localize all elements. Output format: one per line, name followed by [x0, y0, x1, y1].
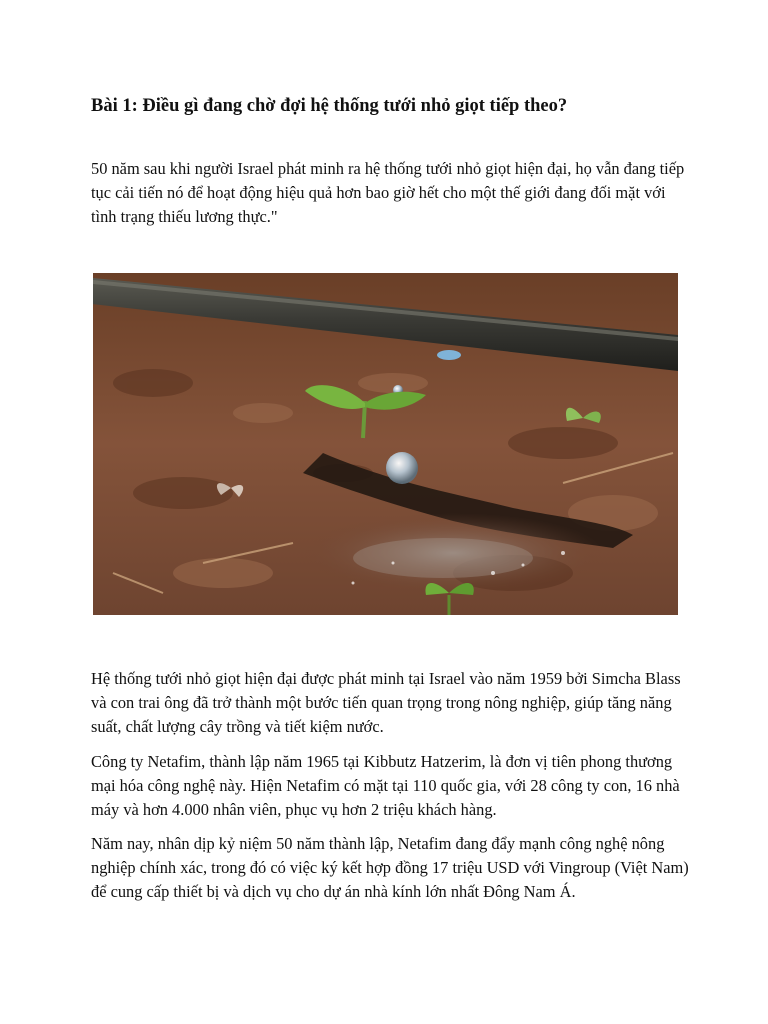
large-falling-drop	[386, 452, 418, 484]
body-paragraph: Năm nay, nhân dịp kỷ niệm 50 năm thành lập, Netafim đang đẩy mạnh công nghệ nông nghiệp chính xác, trong đó có việc ký kết hợp đồng 17 triệu USD với Vingroup (Việt Nam) để cung cấp thiết bị và dịch vụ cho dự án nhà kính lớn nhất Đông Nam Á.	[91, 834, 689, 901]
intro-paragraph: 50 năm sau khi người Israel phát minh ra hệ thống tưới nhỏ giọt hiện đại, họ vẫn đang tiếp tục cải tiến nó để hoạt động hiệu quả hơn bao giờ hết cho một thế giới đang đối mặt với tình trạng thiếu lương thực."	[91, 159, 685, 226]
photo-illustration	[93, 273, 678, 615]
drip-irrigation-photo	[93, 273, 678, 615]
pipe-water-drop	[437, 350, 461, 360]
body-paragraph: Hệ thống tưới nhỏ giọt hiện đại được phát minh tại Israel vào năm 1959 bởi Simcha Blass và con trai ông đã trở thành một bước tiến quan trọng trong nông nghiệp, giúp tăng năng suất, chất lượng cây trồng và tiết kiệm nước.	[91, 669, 681, 736]
article-title: Bài 1: Điều gì đang chờ đợi hệ thống tưới nhỏ giọt tiếp theo?	[91, 96, 568, 116]
body-paragraph: Công ty Netafim, thành lập năm 1965 tại Kibbutz Hatzerim, là đơn vị tiên phong thương mại hóa công nghệ này. Hiện Netafim có mặt tại 110 quốc gia, với 28 công ty con, 16 nhà máy và hơn 4.000 nhân viên, phục vụ hơn 2 triệu khách hàng.	[91, 752, 680, 819]
